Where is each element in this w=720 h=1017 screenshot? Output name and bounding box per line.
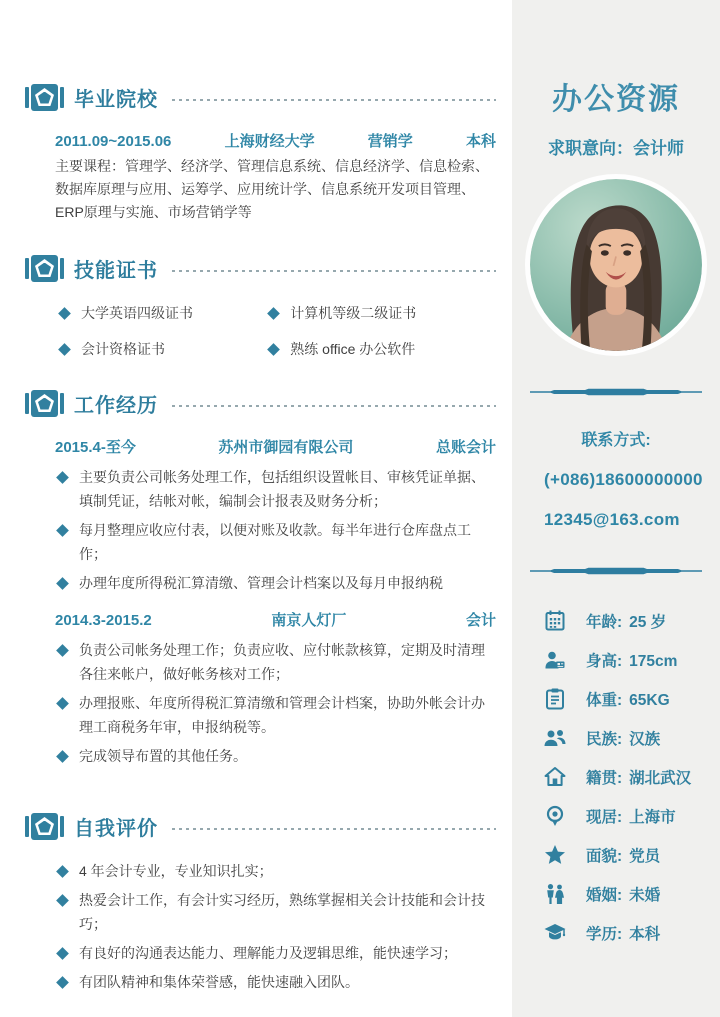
- clipboard-icon: [542, 686, 568, 712]
- evaluation-bullets: [58, 859, 496, 994]
- education-period: 2011.09~2015.06: [55, 133, 172, 150]
- section-header-evaluation: [25, 812, 496, 841]
- evaluation-bullet-text: 有良好的沟通表达能力、理解能力及逻辑思维，能快速学习；: [79, 945, 457, 961]
- detail-text: [586, 766, 691, 788]
- diamond-bullet-icon: [58, 343, 71, 356]
- section-title-education: 毕业院校: [74, 89, 158, 111]
- diamond-bullet-icon: [56, 524, 69, 537]
- profile-photo: [530, 179, 702, 351]
- section-header-education: [25, 83, 496, 112]
- job-company: 南京人灯厂: [271, 612, 347, 629]
- job-entry-1: [25, 436, 496, 595]
- detail-row-political-status: [542, 842, 720, 868]
- detail-value: 25 岁: [629, 614, 667, 631]
- education-courses: 主要课程：管理学、经济学、管理信息系统、信息经济学、信息检索、数据库原理与应用、运筹学、应用统计学、信息系统开发项目管理、ERP原理与实施、市场营销学等: [55, 158, 489, 220]
- education-major: 营销学: [367, 133, 413, 150]
- section-skills: [25, 254, 496, 361]
- people-icon: [542, 725, 568, 751]
- detail-row-marital-status: [542, 881, 720, 907]
- star-icon: [542, 842, 568, 868]
- detail-label: 籍贯:: [586, 770, 623, 787]
- job-bullet: [58, 691, 496, 739]
- badge-square: [31, 84, 58, 111]
- badge-square: [31, 255, 58, 282]
- evaluation-bullet-text: 4 年会计专业，专业知识扎实；: [79, 863, 273, 879]
- section-header-skills: [25, 254, 496, 283]
- job-position: 总账会计: [435, 439, 496, 456]
- detail-text: [586, 649, 677, 671]
- detail-value: 汉族: [629, 731, 661, 748]
- section-title-evaluation: 自我评价: [74, 818, 158, 840]
- job-bullet: [58, 518, 496, 566]
- detail-text: [586, 688, 670, 710]
- badge-bar-left: [25, 87, 29, 108]
- detail-row-residence: [542, 803, 720, 829]
- home-icon: [542, 764, 568, 790]
- pentagon-badge-icon: [25, 390, 64, 417]
- detail-text: [586, 922, 660, 944]
- detail-value: 65KG: [629, 692, 670, 709]
- job-bullets: [58, 638, 496, 768]
- detail-value: 湖北武汉: [629, 770, 692, 787]
- badge-bar-left: [25, 258, 29, 279]
- detail-label: 年龄:: [586, 614, 623, 631]
- diamond-bullet-icon: [56, 577, 69, 590]
- badge-square: [31, 813, 58, 840]
- skill-item: [60, 301, 269, 325]
- diamond-bullet-icon: [56, 894, 69, 907]
- pentagon-badge-icon: [25, 255, 64, 282]
- detail-text: [586, 883, 660, 905]
- detail-label: 面貌:: [586, 848, 623, 865]
- job-period: 2014.3-2015.2: [55, 612, 152, 629]
- badge-bar-right: [60, 87, 64, 108]
- detail-value: 上海市: [629, 809, 676, 826]
- diamond-bullet-icon: [56, 750, 69, 763]
- dotted-divider: [172, 405, 496, 407]
- job-position: 会计: [465, 612, 496, 629]
- skill-label: 大学英语四级证书: [81, 305, 193, 321]
- spindle-divider: [530, 385, 702, 399]
- evaluation-bullet: [58, 970, 496, 994]
- skill-item: [269, 337, 478, 361]
- dotted-divider: [172, 99, 496, 101]
- section-title-skills: 技能证书: [74, 260, 158, 282]
- diamond-bullet-icon: [56, 865, 69, 878]
- detail-label: 学历:: [586, 926, 623, 943]
- skills-column-right: [269, 301, 478, 361]
- personal-details-list: [542, 608, 720, 946]
- person-id-icon: [542, 647, 568, 673]
- skill-label: 计算机等级二级证书: [290, 305, 417, 321]
- dotted-divider: [172, 828, 496, 830]
- graduation-cap-icon: [542, 920, 568, 946]
- evaluation-bullet-text: 有团队精神和集体荣誉感，能快速融入团队。: [79, 974, 359, 990]
- education-school: 上海财经大学: [224, 133, 315, 150]
- detail-value: 党员: [629, 848, 661, 865]
- skill-label: 会计资格证书: [81, 341, 165, 357]
- sidebar-title: 办公资源: [552, 83, 680, 116]
- diamond-bullet-icon: [267, 307, 280, 320]
- evaluation-bullet-text: 热爱会计工作，有会计实习经历，熟练掌握相关会计技能和会计技巧；: [79, 892, 485, 932]
- job-bullet-text: 每月整理应收应付表，以便对账及收款。每半年进行仓库盘点工作；: [79, 522, 471, 562]
- diamond-bullet-icon: [56, 947, 69, 960]
- detail-value: 未婚: [629, 887, 661, 904]
- location-pin-icon: [542, 803, 568, 829]
- education-entry-row: [55, 130, 496, 151]
- diamond-bullet-icon: [56, 644, 69, 657]
- diamond-bullet-icon: [56, 697, 69, 710]
- portrait-illustration: [530, 179, 702, 351]
- section-header-work: [25, 389, 496, 418]
- job-bullet: [58, 638, 496, 686]
- badge-bar-left: [25, 816, 29, 837]
- badge-bar-right: [60, 393, 64, 414]
- job-period: 2015.4-至今: [55, 439, 136, 456]
- badge-square: [31, 390, 58, 417]
- badge-bar-left: [25, 393, 29, 414]
- job-objective: 求职意向：会计师: [548, 139, 684, 158]
- detail-row-height: [542, 647, 720, 673]
- evaluation-bullet: [58, 859, 496, 883]
- detail-label: 婚姻:: [586, 887, 623, 904]
- skills-columns: [60, 301, 496, 361]
- job-bullet: [58, 744, 496, 768]
- contact-block: [512, 427, 720, 530]
- badge-bar-right: [60, 816, 64, 837]
- job-entry-2: [25, 609, 496, 768]
- job-entry-row: [55, 609, 496, 630]
- job-entry-row: [55, 436, 496, 457]
- dotted-divider: [172, 270, 496, 272]
- pentagon-badge-icon: [25, 813, 64, 840]
- job-bullet-text: 办理年度所得税汇算清缴、管理会计档案以及每月申报纳税: [79, 575, 443, 591]
- evaluation-bullet: [58, 888, 496, 936]
- detail-row-age: [542, 608, 720, 634]
- detail-row-ethnicity: [542, 725, 720, 751]
- evaluation-bullet: [58, 941, 496, 965]
- pentagon-badge-icon: [25, 84, 64, 111]
- calendar-icon: [542, 608, 568, 634]
- detail-value: 175cm: [629, 653, 678, 670]
- diamond-bullet-icon: [56, 976, 69, 989]
- contact-heading: 联系方式:: [581, 432, 651, 449]
- section-title-work: 工作经历: [74, 395, 158, 417]
- spindle-divider: [530, 564, 702, 578]
- badge-bar-right: [60, 258, 64, 279]
- diamond-bullet-icon: [58, 307, 71, 320]
- detail-row-degree: [542, 920, 720, 946]
- job-bullet: [58, 571, 496, 595]
- job-bullet-text: 主要负责公司帐务处理工作，包括组织设置帐目、审核凭证单据、填制凭证，结帐对帐，编制会计报表及财务分析；: [79, 469, 485, 509]
- diamond-bullet-icon: [267, 343, 280, 356]
- email-address: 12345@163.com: [544, 510, 680, 529]
- detail-text: [586, 727, 660, 749]
- detail-text: [586, 610, 666, 632]
- detail-label: 民族:: [586, 731, 623, 748]
- sidebar: [512, 0, 720, 1017]
- section-work: [25, 389, 496, 768]
- job-bullets: [58, 465, 496, 595]
- detail-row-hometown: [542, 764, 720, 790]
- detail-label: 现居:: [586, 809, 623, 826]
- section-evaluation: [25, 812, 496, 994]
- skill-item: [60, 337, 269, 361]
- job-bullet-text: 完成领导布置的其他任务。: [79, 748, 247, 764]
- job-company: 苏州市御园有限公司: [218, 439, 354, 456]
- detail-text: [586, 805, 676, 827]
- detail-label: 体重:: [586, 692, 623, 709]
- diamond-bullet-icon: [56, 471, 69, 484]
- job-bullet: [58, 465, 496, 513]
- skills-column-left: [60, 301, 269, 361]
- phone-number: (+086)18600000000: [544, 470, 703, 489]
- section-education: [25, 83, 496, 224]
- detail-label: 身高:: [586, 653, 623, 670]
- detail-row-weight: [542, 686, 720, 712]
- couple-icon: [542, 881, 568, 907]
- job-bullet-text: 负责公司帐务处理工作；负责应收、应付帐款核算，定期及时清理各往来帐户，做好帐务核对工作；: [79, 642, 485, 682]
- job-bullet-text: 办理报账、年度所得税汇算清缴和管理会计档案，协助外帐会计办理工商税务年审，申报纳税等。: [79, 695, 485, 735]
- detail-value: 本科: [629, 926, 661, 943]
- skill-item: [269, 301, 478, 325]
- skill-label: 熟练 office 办公软件: [290, 341, 416, 357]
- detail-text: [586, 844, 660, 866]
- education-degree: 本科: [465, 133, 496, 150]
